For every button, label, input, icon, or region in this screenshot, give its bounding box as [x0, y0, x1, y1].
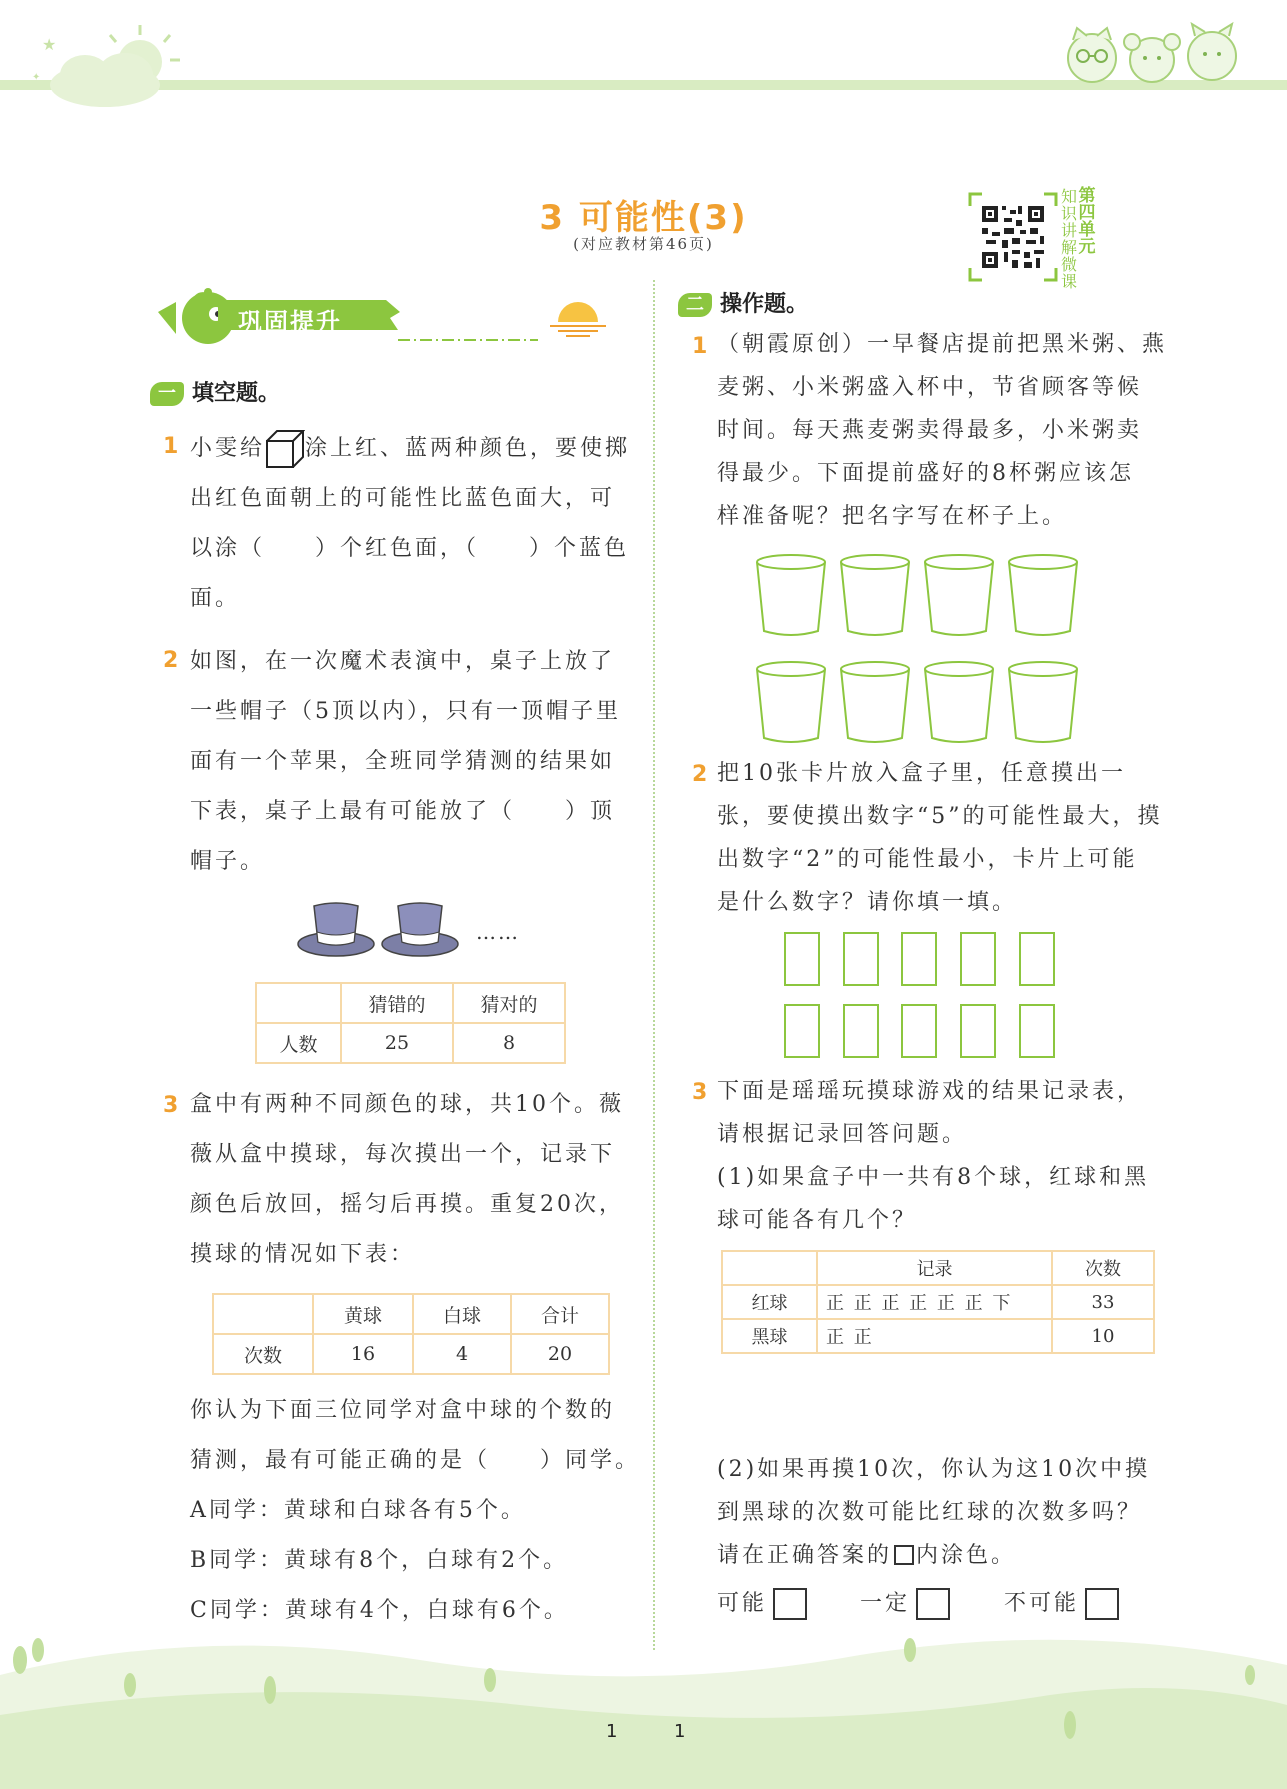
cup-icon	[838, 553, 912, 637]
card-box[interactable]	[960, 1004, 996, 1058]
hat-guess-table: 猜错的 猜对的 人数 25 8	[255, 982, 566, 1064]
section-title: 操作题。	[720, 292, 809, 317]
ball-count-table: 黄球 白球 合计 次数 16 4 20	[212, 1293, 610, 1375]
question-number: 1	[163, 434, 179, 459]
cup-icon	[838, 660, 912, 744]
page-subtitle: (对应教材第46页)	[573, 235, 714, 253]
operation-question-3-text: 下面是瑶瑶玩摸球游戏的结果记录表， 请根据记录回答问题。 (1)如果盒子中一共有8个球，红球和黑 球可能各有几个？	[717, 1079, 1150, 1233]
svg-text:★: ★	[42, 35, 57, 54]
section-title: 填空题。	[192, 381, 281, 406]
card-box[interactable]	[901, 1004, 937, 1058]
page-number-right: 1	[674, 1721, 686, 1742]
question-number: 2	[163, 648, 179, 673]
cup-icon	[1006, 553, 1080, 637]
header-band	[0, 0, 1287, 110]
small-box-icon	[894, 1545, 914, 1565]
cup-icon	[922, 553, 996, 637]
option-c: C同学：黄球有4个，白球有6个。	[190, 1598, 569, 1623]
unit-label: 第四单元	[1078, 186, 1096, 257]
question-number: 1	[692, 334, 708, 359]
ellipsis: ……	[476, 920, 520, 944]
option-a: A同学：黄球和白球各有5个。	[190, 1498, 526, 1523]
qr-label: 知识讲解微课	[1060, 187, 1077, 291]
column-divider	[653, 280, 655, 1650]
question-2-text: 如图，在一次魔术表演中，桌子上放了 一些帽子（5顶以内），只有一顶帽子里 面有一个苹果，全班同学猜测的结果如 下表，桌子上最有可能放了（ ）顶 帽子。	[190, 649, 621, 874]
section-banner	[158, 284, 638, 344]
card-box[interactable]	[960, 932, 996, 986]
operation-question-1-text: （朝霞原创）一早餐店提前把黑米粥、燕 麦粥、小米粥盛入杯中，节省顾客等候 时间。每天燕麦粥卖得最多，小米粥卖 得最少。下面提前盛好的8杯粥应该怎 样准备呢？把名字写在杯子上。	[717, 332, 1168, 529]
card-box[interactable]	[901, 932, 937, 986]
answer-option-possible: 可能	[717, 1586, 807, 1620]
card-box[interactable]	[784, 932, 820, 986]
operation-question-2-text: 把10张卡片放入盒子里，任意摸出一 张，要使摸出数字“5”的可能性最大，摸 出数字“2”的可能性最小，卡片上可能 是什么数字？请你填一填。	[717, 761, 1163, 915]
section-number-badge: 一	[150, 382, 184, 406]
card-box[interactable]	[843, 1004, 879, 1058]
page-number-left: 1	[606, 1721, 618, 1742]
option-b: B同学：黄球有8个，白球有2个。	[190, 1548, 569, 1573]
section-fill-in-header	[150, 376, 280, 407]
section-banner-title: 巩固提升	[238, 308, 342, 336]
card-box[interactable]	[1019, 1004, 1055, 1058]
cup-icon	[754, 553, 828, 637]
svg-text:✦: ✦	[32, 72, 41, 83]
card-box[interactable]	[843, 932, 879, 986]
question-3-options: 你认为下面三位同学对盒中球的个数的 猜测，最有可能正确的是（ ）同学。 A同学：黄球和白球各有5个。 B同学：黄球有8个，白球有2个。 C同学：黄球有4个，白球有6个。	[190, 1386, 640, 1636]
answer-option-certain: 一定	[860, 1586, 950, 1620]
operation-question-3-part2: (2)如果再摸10次，你认为这10次中摸 到黑球的次数可能比红球的次数多吗？ 请在正确答案的 内涂色。	[717, 1457, 1151, 1568]
cup-icon	[922, 660, 996, 744]
qr-code-icon[interactable]	[968, 192, 1058, 282]
sun-cloud-icon	[30, 20, 190, 110]
cup-icon	[1006, 660, 1080, 744]
grass-hills-decoration	[0, 1615, 1287, 1789]
hat-icon	[380, 898, 460, 958]
cup-icon	[754, 660, 828, 744]
question-number: 3	[163, 1093, 179, 1118]
card-box[interactable]	[1019, 932, 1055, 986]
cube-icon	[265, 429, 305, 469]
hat-icon	[296, 898, 376, 958]
answer-option-impossible: 不可能	[1004, 1586, 1119, 1620]
section-operation-header	[678, 287, 808, 318]
question-number: 2	[692, 762, 708, 787]
question-number: 3	[692, 1080, 708, 1105]
section-number-badge: 二	[678, 293, 712, 317]
animal-heads-icon	[1057, 20, 1247, 85]
card-box[interactable]	[784, 1004, 820, 1058]
question-3-text: 盒中有两种不同颜色的球，共10个。薇 薇从盒中摸球，每次摸出一个，记录下 颜色后放回，摇匀后再摸。重复20次， 摸球的情况如下表：	[190, 1092, 624, 1267]
question-1-text: 小雯给 涂上红、蓝两种颜色，要使掷 出红色面朝上的可能性比蓝色面大，可 以涂（ ）个红色面，（ ）个蓝色 面。	[190, 424, 640, 624]
ball-record-table: 记录 次数 红球 正 正 正 正 正 正 下 33 黑球 正 正 10	[721, 1250, 1155, 1354]
page-title: 3 可能性(3)	[539, 198, 748, 238]
